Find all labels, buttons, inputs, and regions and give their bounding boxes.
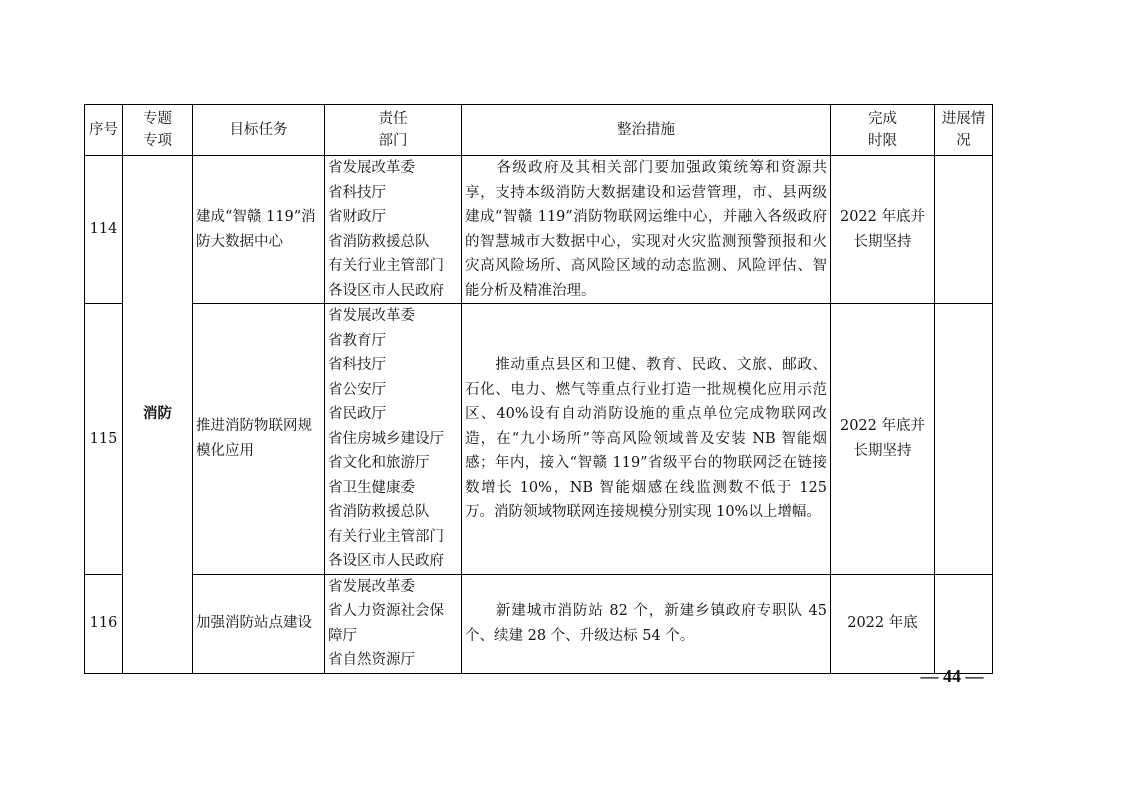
row-number: 114 bbox=[85, 156, 123, 304]
header-deadline-line2: 时限 bbox=[868, 133, 897, 149]
page-number: — 44 — bbox=[920, 666, 984, 686]
dept-line: 省人力资源社会保障厅 bbox=[328, 603, 444, 644]
deadline-cell: 2022 年底并长期坚持 bbox=[831, 156, 935, 304]
dept-line: 省文化和旅游厅 bbox=[328, 455, 430, 471]
topic-cell: 消防 bbox=[123, 156, 193, 674]
dept-cell bbox=[325, 574, 462, 673]
deadline-cell: 2022 年底 bbox=[831, 574, 935, 673]
header-topic-line2: 专项 bbox=[143, 133, 172, 149]
dept-line: 省公安厅 bbox=[328, 381, 386, 398]
dept-line: 省教育厅 bbox=[328, 332, 386, 349]
table-row bbox=[85, 156, 993, 304]
dept-line: 省发展改革委 bbox=[328, 160, 415, 176]
dept-line: 省自然资源厅 bbox=[328, 652, 415, 668]
progress-cell bbox=[935, 574, 993, 673]
row-number: 116 bbox=[85, 574, 123, 673]
measures-cell: 推动重点县区和卫健、教育、民政、文旅、邮政、石化、电力、燃气等重点行业打造一批规模化应用示范区、40%设有自动消防设施的重点单位完成物联网改造，在“九小场所”等高风险领域普及安装 NB 智能烟感；年内，接入“智赣 119”省级平台的物联网泛在链接数增长 10%，NB 智能烟感在线监测数不低于 125 万。消防领域物联网连接规模分别实现 10%以上增幅。 bbox=[462, 304, 831, 575]
dept-line: 省民政厅 bbox=[328, 406, 386, 422]
dept-line: 省消防救援总队 bbox=[328, 233, 430, 250]
header-dept bbox=[325, 105, 462, 156]
dept-cell bbox=[325, 156, 462, 304]
task-cell: 推进消防物联网规模化应用 bbox=[193, 304, 325, 575]
progress-cell bbox=[935, 156, 993, 304]
dept-line: 省发展改革委 bbox=[328, 578, 415, 595]
rectification-table bbox=[84, 104, 993, 674]
deadline-cell: 2022 年底并长期坚持 bbox=[831, 304, 935, 575]
task-cell: 加强消防站点建设 bbox=[193, 574, 325, 673]
header-deadline-line1: 完成 bbox=[868, 111, 897, 127]
header-dept-line2: 部门 bbox=[378, 133, 408, 149]
dept-line: 各设区市人民政府 bbox=[328, 282, 444, 299]
header-task: 目标任务 bbox=[193, 105, 325, 156]
dept-line: 有关行业主管部门 bbox=[328, 258, 444, 274]
dept-line: 省卫生健康委 bbox=[328, 479, 415, 496]
table-row bbox=[85, 304, 993, 575]
dept-line: 省财政厅 bbox=[328, 209, 386, 225]
header-progress: 进展情况 bbox=[935, 105, 993, 156]
measures-cell: 各级政府及其相关部门要加强政策统筹和资源共享，支持本级消防大数据建设和运营管理，市、县两级建成“智赣 119”消防物联网运维中心，并融入各级政府的智慧城市大数据中心，实现对火灾监测预警预报和火灾高风险场所、高风险区域的动态监测、风险评估、智能分析及精准治理。 bbox=[462, 156, 831, 304]
header-no: 序号 bbox=[85, 105, 123, 156]
header-dept-line1: 责任 bbox=[378, 111, 408, 127]
header-topic-line1: 专题 bbox=[143, 111, 172, 127]
dept-line: 省住房城乡建设厅 bbox=[328, 430, 444, 447]
table-row bbox=[85, 574, 993, 673]
row-number: 115 bbox=[85, 304, 123, 575]
dept-line: 各设区市人民政府 bbox=[328, 553, 444, 569]
dept-line: 省发展改革委 bbox=[328, 308, 415, 324]
task-cell: 建成“智赣 119”消防大数据中心 bbox=[193, 156, 325, 304]
measures-cell: 新建城市消防站 82 个，新建乡镇政府专职队 45 个、续建 28 个、升级达标 54 个。 bbox=[462, 574, 831, 673]
header-topic bbox=[123, 105, 193, 156]
header-measures: 整治措施 bbox=[462, 105, 831, 156]
header-row bbox=[85, 105, 993, 156]
dept-line: 省科技厅 bbox=[328, 357, 386, 373]
dept-line: 省消防救援总队 bbox=[328, 504, 430, 520]
progress-cell bbox=[935, 304, 993, 575]
dept-line: 省科技厅 bbox=[328, 184, 386, 201]
header-deadline bbox=[831, 105, 935, 156]
dept-line: 有关行业主管部门 bbox=[328, 528, 444, 545]
dept-cell bbox=[325, 304, 462, 575]
